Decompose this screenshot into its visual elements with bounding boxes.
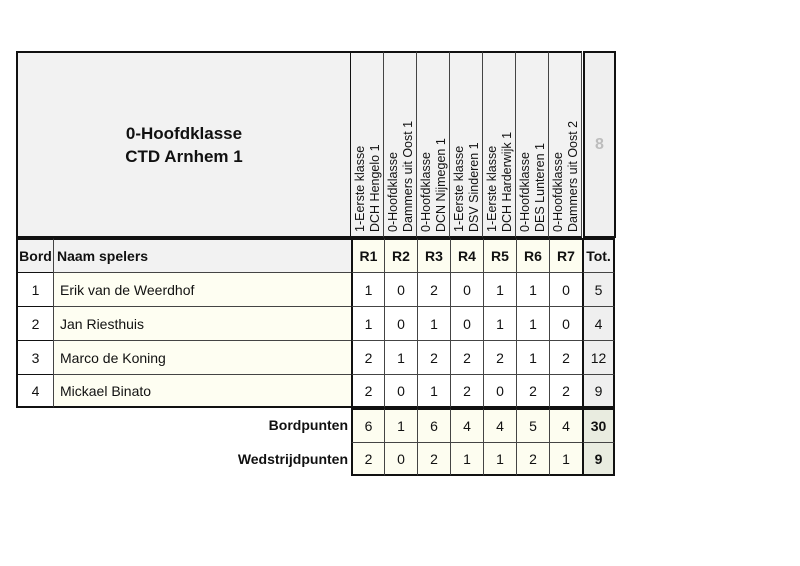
player-name: Erik van de Weerdhof [53, 272, 351, 306]
summary-cell: 5 [516, 408, 549, 442]
board-number: 4 [16, 374, 53, 408]
score-cell: 2 [417, 272, 450, 306]
summary-label: Wedstrijdpunten [237, 451, 348, 467]
score-cell: 1 [351, 306, 384, 340]
team-class: 0-Hoofdklasse [125, 123, 243, 143]
opponent-team: DCN Nijmegen 1 [433, 138, 448, 232]
score-cell: 2 [516, 374, 549, 408]
column-header-r1: R1 [351, 238, 384, 272]
score-cell: 1 [516, 340, 549, 374]
score-cell: 1 [483, 272, 516, 306]
summary-total: 30 [582, 408, 615, 442]
column-header-total: Tot. [582, 238, 615, 272]
summary-cell: 4 [549, 408, 582, 442]
score-cell: 0 [549, 272, 582, 306]
summary-cell: 6 [351, 408, 384, 442]
opponent-header-r5 [483, 51, 516, 238]
summary-cell: 2 [417, 442, 450, 476]
score-cell: 0 [450, 272, 483, 306]
team-title-cell [16, 51, 351, 238]
board-number: 3 [16, 340, 53, 374]
opponent-team: DES Lunteren 1 [532, 143, 547, 232]
opponent-class: 0-Hoofdklasse [517, 152, 532, 232]
column-header-r4: R4 [450, 238, 483, 272]
score-cell: 2 [549, 340, 582, 374]
score-cell: 1 [417, 374, 450, 408]
summary-label: Bordpunten [268, 417, 348, 433]
summary-cell: 2 [516, 442, 549, 476]
score-cell: 1 [384, 340, 417, 374]
summary-cell: 2 [351, 442, 384, 476]
team-name: CTD Arnhem 1 [125, 146, 243, 166]
opponent-class: 1-Eerste klasse [484, 145, 499, 232]
player-name: Mickael Binato [53, 374, 351, 408]
opponent-team: DSV Sinderen 1 [466, 142, 481, 232]
score-cell: 1 [483, 306, 516, 340]
player-name: Marco de Koning [53, 340, 351, 374]
score-cell: 2 [450, 340, 483, 374]
player-total: 5 [582, 272, 615, 306]
column-header-r5: R5 [483, 238, 516, 272]
score-cell: 2 [417, 340, 450, 374]
summary-cell: 1 [483, 442, 516, 476]
player-total: 9 [582, 374, 615, 408]
board-number: 2 [16, 306, 53, 340]
score-cell: 1 [417, 306, 450, 340]
opponent-team: DCH Harderwijk 1 [499, 131, 514, 232]
opponent-header-r1 [351, 51, 384, 238]
opponent-header-r3 [417, 51, 450, 238]
opponent-header-r7 [549, 51, 582, 238]
column-header-r2: R2 [384, 238, 417, 272]
opponent-class: 0-Hoofdklasse [418, 152, 433, 232]
column-header-bord: Bord [16, 238, 53, 272]
summary-cell: 0 [384, 442, 417, 476]
column-header-r7: R7 [549, 238, 582, 272]
opponent-class: 1-Eerste klasse [451, 145, 466, 232]
opponent-class: 0-Hoofdklasse [550, 152, 565, 232]
opponent-team: DCH Hengelo 1 [367, 144, 382, 232]
team-count-cell: 8 [583, 51, 616, 238]
player-total: 12 [582, 340, 615, 374]
score-cell: 0 [483, 374, 516, 408]
player-name: Jan Riesthuis [53, 306, 351, 340]
score-cell: 0 [384, 272, 417, 306]
summary-cell: 4 [483, 408, 516, 442]
score-cell: 1 [516, 272, 549, 306]
column-header-r3: R3 [417, 238, 450, 272]
summary-cell: 6 [417, 408, 450, 442]
score-cell: 2 [483, 340, 516, 374]
column-header-r6: R6 [516, 238, 549, 272]
summary-cell: 4 [450, 408, 483, 442]
score-cell: 2 [351, 374, 384, 408]
opponent-class: 0-Hoofdklasse [385, 152, 400, 232]
score-cell: 1 [516, 306, 549, 340]
summary-total: 9 [582, 442, 615, 476]
score-cell: 2 [351, 340, 384, 374]
column-header-naam: Naam spelers [53, 238, 351, 272]
opponent-class: 1-Eerste klasse [352, 145, 367, 232]
summary-cell: 1 [384, 408, 417, 442]
score-cell: 0 [450, 306, 483, 340]
summary-cell: 1 [549, 442, 582, 476]
score-cell: 0 [549, 306, 582, 340]
player-total: 4 [582, 306, 615, 340]
opponent-team: Dammers uit Oost 2 [565, 120, 580, 232]
score-cell: 0 [384, 306, 417, 340]
opponent-header-r2 [384, 51, 417, 238]
score-cell: 1 [351, 272, 384, 306]
score-cell: 2 [450, 374, 483, 408]
opponent-team: Dammers uit Oost 1 [400, 120, 415, 232]
opponent-header-r4 [450, 51, 483, 238]
summary-cell: 1 [450, 442, 483, 476]
score-cell: 0 [384, 374, 417, 408]
score-cell: 2 [549, 374, 582, 408]
opponent-header-r6 [516, 51, 549, 238]
board-number: 1 [16, 272, 53, 306]
